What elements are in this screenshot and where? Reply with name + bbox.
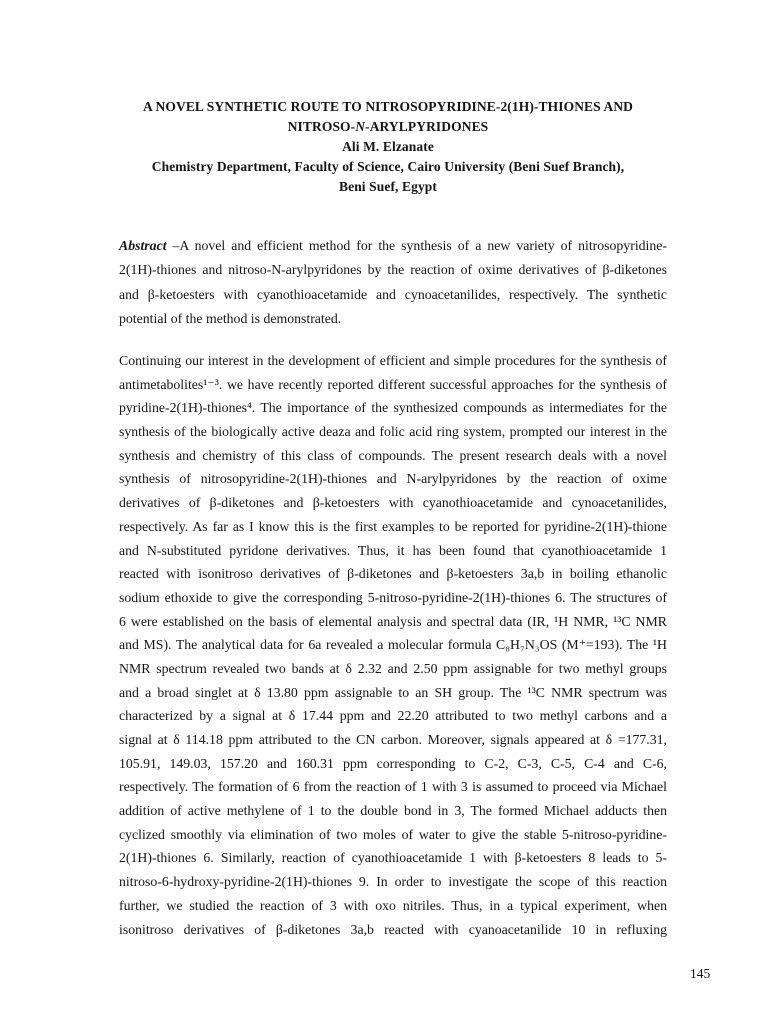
abstract-line: potential of the method is demonstrated. <box>119 310 342 326</box>
body-line: antimetabolites¹⁻³. we have recently reported different successful approaches for the synthesis of <box>119 376 667 392</box>
body-line: and a broad singlet at δ 13.80 ppm assignable to an SH group. The ¹³C NMR spectrum was <box>119 684 667 700</box>
body-line: further, we studied the reaction of 3 with oxo nitriles. Thus, in a typical experiment, when <box>119 897 667 913</box>
abstract-line: 2(1H)-thiones and nitroso-N-arylpyridones by the reaction of oxime derivatives of β-diketones <box>119 262 667 278</box>
body-line: signal at δ 114.18 ppm attributed to the CN carbon. Moreover, signals appeared at δ =177.31, <box>119 732 667 747</box>
body-line: addition of active methylene of 1 to the double bond in 3, The formed Michael adducts then <box>119 803 667 819</box>
author: Ali M. Elzanate <box>342 139 434 154</box>
body-line: respectively. As far as I know this is the first examples to be reported for pyridine-2(1H)-thione <box>119 518 667 534</box>
title-line-2: NITROSO-N-ARYLPYRIDONES <box>287 119 489 134</box>
body-line: and N-substituted pyridone derivatives. Thus, it has been found that cyanothioacetamide 1 <box>119 542 667 558</box>
body-line: and MS). The analytical data for 6a revealed a molecular formula C₈H₇N₃OS (M⁺=193). The ¹H <box>119 637 667 653</box>
paper-header <box>60 97 716 197</box>
body-line: synthesis of the biologically active deaza and folic acid ring system, prompted our interest in the <box>119 424 667 440</box>
title-line-1: A NOVEL SYNTHETIC ROUTE TO NITROSOPYRIDINE-2(1H)-THIONES AND <box>142 99 634 114</box>
abstract-label: Abstract <box>119 238 167 253</box>
abstract-line: and β-ketoesters with cyanothioacetamide and cynoacetanilides, respectively. The synthetic <box>119 286 667 302</box>
body-line: reacted with isonitroso derivatives of β-diketones and β-ketoesters 3a,b in boiling ethanolic <box>119 566 667 582</box>
affiliation-line-1: Chemistry Department, Faculty of Science, Cairo University (Beni Suef Branch), <box>151 159 625 174</box>
abstract-line: Abstract –A novel and efficient method for the synthesis of a new variety of nitrosopyridine- <box>119 238 667 253</box>
body-line: sodium ethoxide to give the corresponding 5-nitroso-pyridine-2(1H)-thiones 6. The structures of <box>119 589 667 605</box>
body-line: nitroso-6-hydroxy-pyridine-2(1H)-thiones 9. In order to investigate the scope of this reaction <box>119 874 667 890</box>
body-line: cyclized smoothly via elimination of two moles of water to give the stable 5-nitroso-pyridine- <box>119 826 667 842</box>
body-line: derivatives of β-diketones and β-ketoesters with cyanothioacetamide and cynoacetanilides, <box>119 495 667 511</box>
body-line: respectively. The formation of 6 from the reaction of 1 with 3 is assumed to proceed via Michael <box>119 779 667 795</box>
affiliation-line-2: Beni Suef, Egypt <box>339 179 437 194</box>
body-line: pyridine-2(1H)-thiones⁴. The importance of the synthesized compounds as intermediates for the <box>119 400 667 416</box>
body-line: characterized by a signal at δ 17.44 ppm and 22.20 attributed to two methyl carbons and a <box>119 708 667 724</box>
body-text <box>119 349 667 941</box>
body-line: synthesis and chemistry of this class of compounds. The present research deals with a novel <box>119 447 667 463</box>
body-line: Continuing our interest in the development of efficient and simple procedures for the synthesis of <box>119 353 667 368</box>
body-line: isonitroso derivatives of β-diketones 3a,b reacted with cyanoacetanilide 10 in refluxing <box>119 921 667 937</box>
body-line: NMR spectrum revealed two bands at δ 2.32 and 2.50 ppm assignable for two methyl groups <box>119 660 667 676</box>
body-line: 105.91, 149.03, 157.20 and 160.31 ppm corresponding to C-2, C-3, C-5, C-4 and C-6, <box>119 755 667 771</box>
abstract <box>119 234 667 331</box>
body-line: 6 were established on the basis of elemental analysis and spectral data (IR, ¹H NMR, ¹³C NMR <box>119 613 667 629</box>
page-number: 145 <box>690 966 711 981</box>
body-line: 2(1H)-thiones 6. Similarly, reaction of cyanothioacetamide 1 with β-ketoesters 8 leads to 5- <box>119 850 667 866</box>
body-line: synthesis of nitrosopyridine-2(1H)-thiones and N-arylpyridones by the reaction of oxime <box>119 471 667 487</box>
